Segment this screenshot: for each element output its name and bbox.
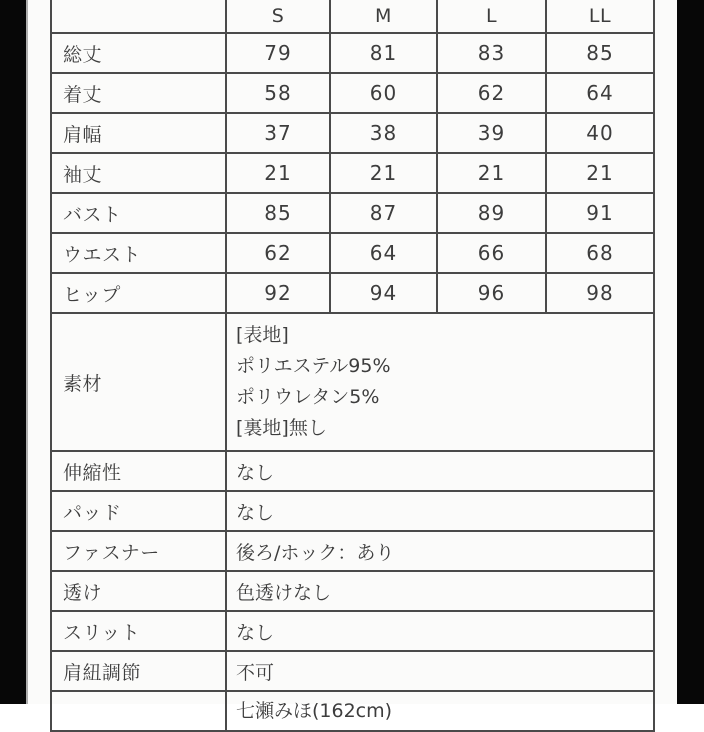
size-cell: 21 bbox=[437, 153, 546, 193]
size-cell: 92 bbox=[226, 273, 330, 313]
row-label: 袖丈 bbox=[51, 153, 226, 193]
row-label: 素材 bbox=[51, 313, 226, 451]
row-label: ヒップ bbox=[51, 273, 226, 313]
table-row-sheerness bbox=[51, 571, 654, 611]
size-cell: 89 bbox=[437, 193, 546, 233]
row-label: パッド bbox=[51, 491, 226, 531]
table-row-waist bbox=[51, 233, 654, 273]
table-row-total-length bbox=[51, 33, 654, 73]
size-cell: 91 bbox=[546, 193, 654, 233]
detail-value-cell: 色透けなし bbox=[226, 571, 654, 611]
detail-value-cell: なし bbox=[226, 611, 654, 651]
size-cell: 37 bbox=[226, 113, 330, 153]
size-cell: 83 bbox=[437, 33, 546, 73]
row-label: スリット bbox=[51, 611, 226, 651]
column-header-l: L bbox=[437, 0, 546, 33]
size-cell: 85 bbox=[226, 193, 330, 233]
size-cell: 87 bbox=[330, 193, 437, 233]
row-label bbox=[51, 691, 226, 731]
size-header-row bbox=[51, 0, 654, 33]
table-row-sleeve-length bbox=[51, 153, 654, 193]
table-row-strap-adjust bbox=[51, 651, 654, 691]
size-cell: 79 bbox=[226, 33, 330, 73]
row-label: 透け bbox=[51, 571, 226, 611]
size-cell: 94 bbox=[330, 273, 437, 313]
size-cell: 21 bbox=[330, 153, 437, 193]
column-header-m: M bbox=[330, 0, 437, 33]
size-cell: 98 bbox=[546, 273, 654, 313]
size-cell: 21 bbox=[226, 153, 330, 193]
column-header-s: S bbox=[226, 0, 330, 33]
row-label: 肩紐調節 bbox=[51, 651, 226, 691]
material-line: ポリエステル95% bbox=[236, 355, 391, 377]
size-cell: 85 bbox=[546, 33, 654, 73]
size-chart-table bbox=[50, 0, 655, 732]
size-cell: 58 bbox=[226, 73, 330, 113]
size-cell: 68 bbox=[546, 233, 654, 273]
size-cell: 62 bbox=[437, 73, 546, 113]
table-row-bust bbox=[51, 193, 654, 233]
size-cell: 62 bbox=[226, 233, 330, 273]
size-cell: 40 bbox=[546, 113, 654, 153]
row-label: 伸縮性 bbox=[51, 451, 226, 491]
size-cell: 39 bbox=[437, 113, 546, 153]
size-cell: 38 bbox=[330, 113, 437, 153]
column-header-ll: LL bbox=[546, 0, 654, 33]
size-cell: 60 bbox=[330, 73, 437, 113]
detail-value-cell: 不可 bbox=[226, 651, 654, 691]
detail-value-cell: なし bbox=[226, 451, 654, 491]
table-row-slit bbox=[51, 611, 654, 651]
material-value-cell bbox=[226, 313, 654, 451]
size-cell: 64 bbox=[330, 233, 437, 273]
row-label: 着丈 bbox=[51, 73, 226, 113]
table-row-material bbox=[51, 313, 654, 451]
size-cell: 64 bbox=[546, 73, 654, 113]
row-label: 肩幅 bbox=[51, 113, 226, 153]
row-label: 総丈 bbox=[51, 33, 226, 73]
table-row-shoulder-width bbox=[51, 113, 654, 153]
material-line: [裏地]無し bbox=[236, 417, 327, 439]
table-row-stretch bbox=[51, 451, 654, 491]
table-row-hip bbox=[51, 273, 654, 313]
row-label: ウエスト bbox=[51, 233, 226, 273]
table-row-padding bbox=[51, 491, 654, 531]
corner-cell bbox=[51, 0, 226, 33]
table-row-model bbox=[51, 691, 654, 731]
table-row-fastener bbox=[51, 531, 654, 571]
material-line: ポリウレタン5% bbox=[236, 386, 380, 408]
model-value-cell: 七瀬みほ(162cm) bbox=[226, 691, 654, 731]
detail-value-cell: なし bbox=[226, 491, 654, 531]
size-cell: 96 bbox=[437, 273, 546, 313]
size-cell: 81 bbox=[330, 33, 437, 73]
row-label: ファスナー bbox=[51, 531, 226, 571]
row-label: バスト bbox=[51, 193, 226, 233]
size-cell: 66 bbox=[437, 233, 546, 273]
detail-value-cell: 後ろ/ホック：あり bbox=[226, 531, 654, 571]
table-row-body-length bbox=[51, 73, 654, 113]
product-spec-sheet bbox=[26, 0, 677, 722]
size-cell: 21 bbox=[546, 153, 654, 193]
material-line: [表地] bbox=[236, 324, 289, 346]
